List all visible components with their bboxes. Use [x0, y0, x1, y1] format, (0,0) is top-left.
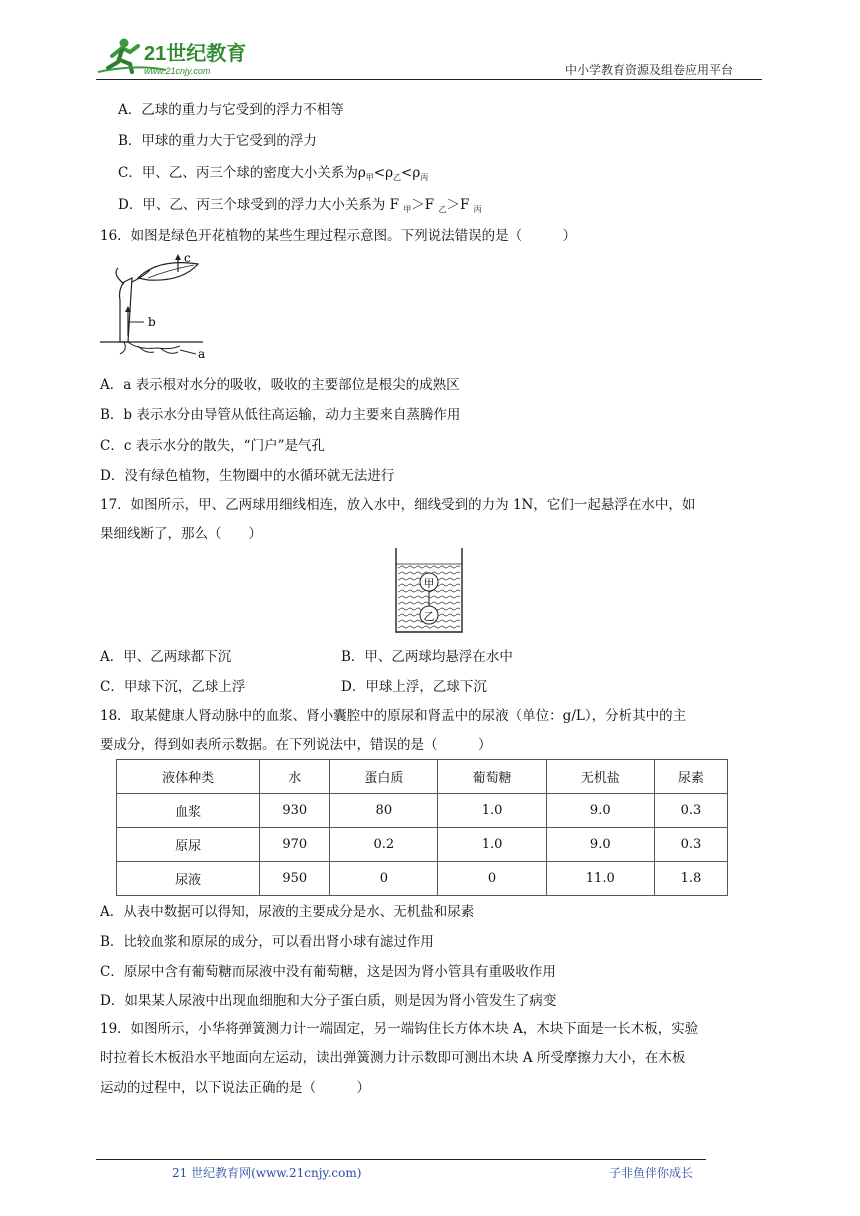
table-cell: 0: [330, 862, 438, 896]
q18-stem-line2: 要成分，得到如表所示数据。在下列说法中，错误的是（ ）: [100, 737, 492, 753]
q15-c-text: C．甲、乙、丙三个球的密度大小关系为ρ: [118, 165, 366, 181]
table-cell: 原尿: [117, 828, 260, 862]
q17-option-d: D．甲球上浮，乙球下沉: [341, 679, 487, 695]
q16-option-d: D．没有绿色植物，生物圈中的水循环就无法进行: [100, 468, 395, 484]
table-cell: 0: [438, 862, 546, 896]
q18-option-d: D．如果某人尿液中出现血细胞和大分子蛋白质，则是因为肾小管发生了病变: [100, 993, 557, 1009]
q15-d-mid2: ＞F: [446, 197, 474, 213]
q17-option-a: A．甲、乙两球都下沉: [100, 649, 232, 665]
footer-slogan: 子非鱼伴你成长: [609, 1166, 694, 1180]
q15-c-sub-yi: 乙: [393, 173, 402, 182]
q15-d-mid1: ＞F: [411, 197, 439, 213]
table-cell: 0.3: [654, 828, 727, 862]
table-cell: 1.0: [438, 794, 546, 828]
q16-stem: 16．如图是绿色开花植物的某些生理过程示意图。下列说法错误的是（ ）: [100, 228, 577, 244]
q15-d-sub-yi: 乙: [438, 205, 447, 214]
q15-c-mid2: <ρ: [401, 165, 421, 181]
q15-d-sub-jia: 甲: [403, 205, 412, 214]
header-divider: [96, 79, 762, 80]
q15-option-b: B．甲球的重力大于它受到的浮力: [118, 133, 317, 149]
q15-c-sub-bing: 丙: [420, 173, 429, 182]
q15-c-mid1: <ρ: [373, 165, 394, 181]
fig-label-a: a: [198, 347, 206, 360]
q18-option-a: A．从表中数据可以得知，尿液的主要成分是水、无机盐和尿素: [100, 904, 475, 920]
table-header: 葡萄糖: [438, 760, 546, 794]
table-row: [117, 794, 728, 828]
table-cell: 9.0: [546, 794, 654, 828]
table-header: 无机盐: [546, 760, 654, 794]
site-logo: [96, 34, 256, 78]
q16-option-a: A．a 表示根对水分的吸收，吸收的主要部位是根尖的成熟区: [100, 377, 460, 393]
q17-option-b: B．甲、乙两球均悬浮在水中: [341, 649, 513, 665]
table-cell: 80: [330, 794, 438, 828]
table-row: [117, 862, 728, 896]
footer-site-link[interactable]: 21 世纪教育网(www.21cnjy.com): [172, 1166, 362, 1180]
table-cell: 950: [260, 862, 330, 896]
q18-option-b: B．比较血浆和原尿的成分，可以看出肾小球有滤过作用: [100, 934, 434, 950]
q18-stem-line1: 18．取某健康人肾动脉中的血浆、肾小囊腔中的原尿和肾盂中的尿液（单位：g/L），分析其中的主: [100, 708, 687, 724]
table-header: 液体种类: [117, 760, 260, 794]
q19-stem-line1: 19．如图所示，小华将弹簧测力计一端固定，另一端钩住长方体木块 A，木块下面是一长木板，实验: [100, 1021, 699, 1037]
q15-option-d: [118, 193, 482, 213]
q19-stem-line3: 运动的过程中，以下说法正确的是（ ）: [100, 1080, 370, 1096]
q15-option-c: [118, 161, 428, 181]
plant-water-diagram: [98, 250, 218, 360]
table-cell: 9.0: [546, 828, 654, 862]
composition-table: [116, 759, 728, 896]
q18-option-c: C．原尿中含有葡萄糖而尿液中没有葡萄糖，这是因为肾小管具有重吸收作用: [100, 964, 556, 980]
table-cell: 11.0: [546, 862, 654, 896]
table-header: 蛋白质: [330, 760, 438, 794]
header-platform-text: 中小学教育资源及组卷应用平台: [565, 63, 734, 77]
table-header: 尿素: [654, 760, 727, 794]
logo-text: 21世纪教育: [144, 43, 247, 65]
table-cell: 1.0: [438, 828, 546, 862]
q19-stem-line2: 时拉着长木板沿水平地面向左运动，读出弹簧测力计示数即可测出木块 A 所受摩擦力大小，在木板: [100, 1050, 686, 1066]
table-cell: 1.8: [654, 862, 727, 896]
footer-divider: [96, 1159, 706, 1160]
q15-d-sub-bing: 丙: [473, 205, 482, 214]
q17-option-c: C．甲球下沉，乙球上浮: [100, 679, 246, 695]
table-cell: 970: [260, 828, 330, 862]
fig-label-b: b: [148, 315, 156, 329]
q15-option-a: A．乙球的重力与它受到的浮力不相等: [118, 102, 344, 118]
q15-d-text: D．甲、乙、丙三个球受到的浮力大小关系为 F: [118, 197, 404, 213]
q17-stem-line2: 果细线断了，那么（ ）: [100, 526, 262, 542]
table-cell: 0.2: [330, 828, 438, 862]
suspended-balls-diagram: [392, 546, 466, 636]
q16-option-b: B．b 表示水分由导管从低往高运输，动力主要来自蒸腾作用: [100, 407, 461, 423]
table-header-row: [117, 760, 728, 794]
logo-url: www.21cnjy.com: [144, 66, 211, 76]
table-header: 水: [260, 760, 330, 794]
ball-jia-label: 甲: [423, 577, 435, 590]
q15-c-sub-jia: 甲: [365, 173, 374, 182]
table-cell: 血浆: [117, 794, 260, 828]
table-cell: 930: [260, 794, 330, 828]
table-cell: 尿液: [117, 862, 260, 896]
q17-stem-line1: 17．如图所示，甲、乙两球用细线相连，放入水中，细线受到的力为 1N，它们一起悬浮在水中，如: [100, 497, 696, 513]
table-cell: 0.3: [654, 794, 727, 828]
fig-label-c: c: [184, 251, 191, 265]
table-row: [117, 828, 728, 862]
q16-option-c: C．c 表示水分的散失，“门户”是气孔: [100, 438, 325, 454]
ball-yi-label: 乙: [423, 610, 435, 623]
